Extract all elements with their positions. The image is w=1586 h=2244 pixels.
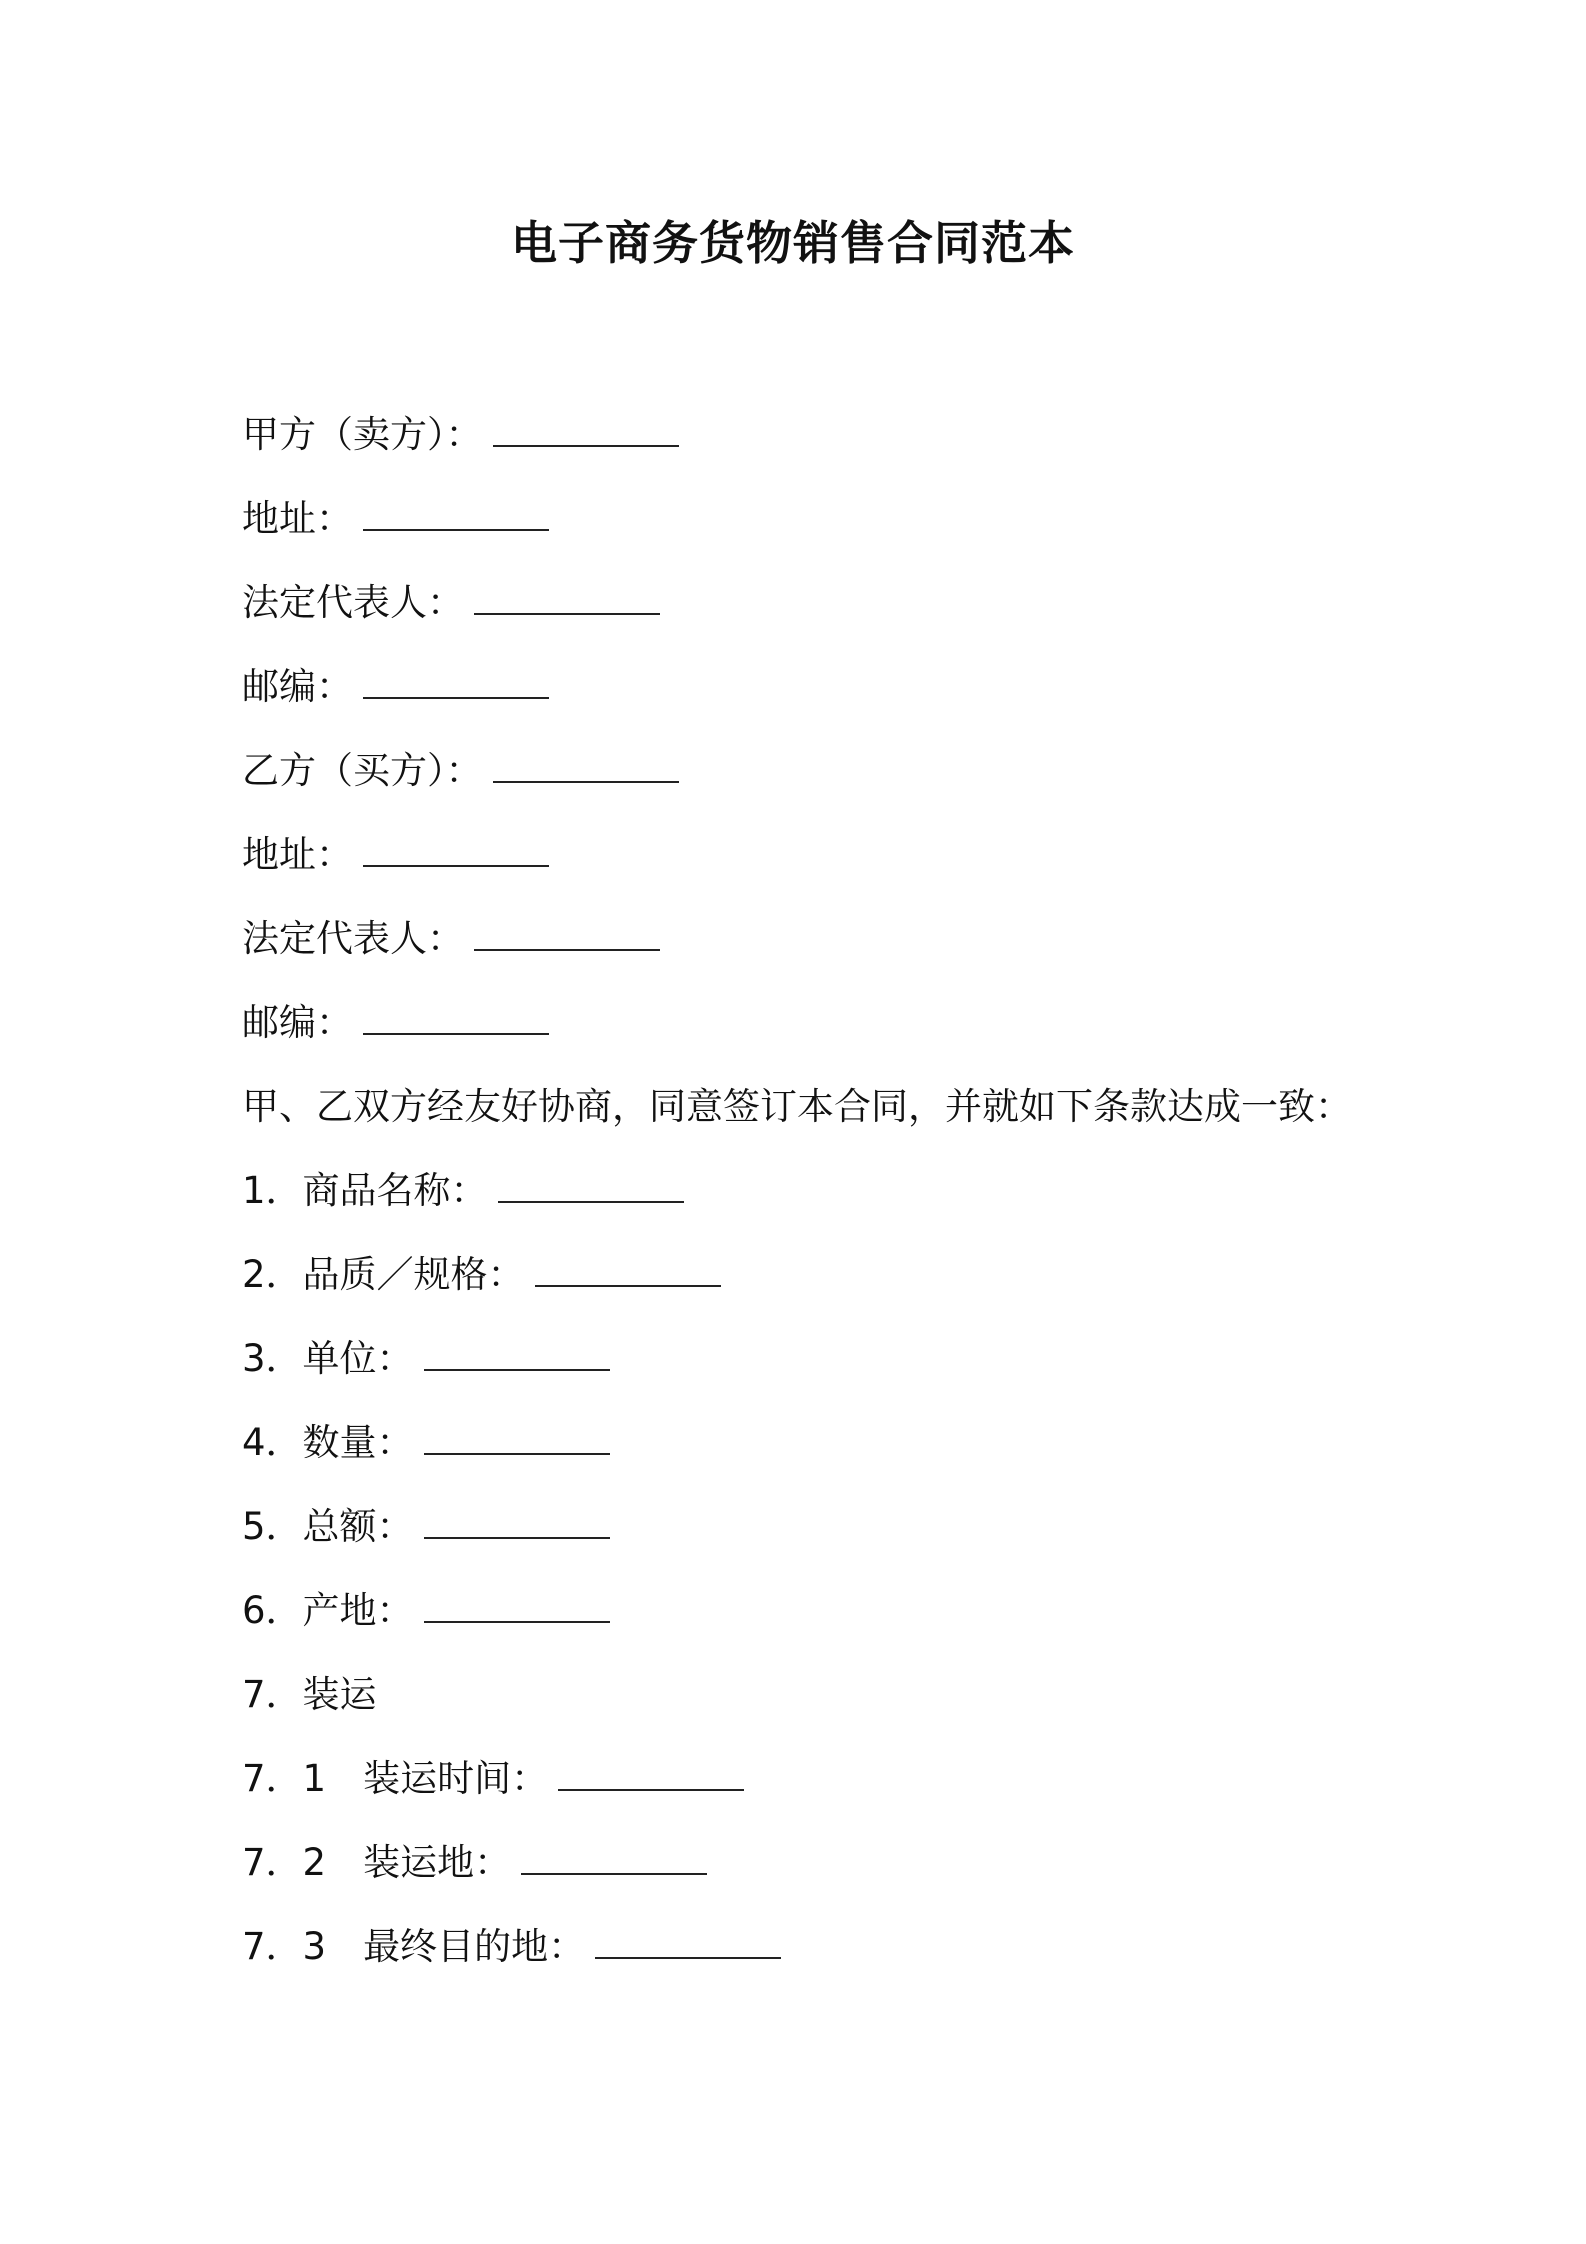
field-label: 5．总额： (242, 1505, 414, 1548)
clause-shipment (242, 1665, 1442, 1749)
field-label: 7．2 装运地： (242, 1841, 512, 1884)
field-label: 乙方（买方）： (242, 749, 483, 792)
field-label: 4．数量： (242, 1421, 414, 1464)
field-label: 地址： (242, 497, 353, 540)
blank-underline (493, 751, 679, 783)
blank-underline (493, 415, 679, 447)
field-seller-legal-rep (242, 573, 1442, 657)
field-label: 邮编： (242, 1001, 353, 1044)
clause-shipment-time (242, 1749, 1442, 1833)
clause-final-destination (242, 1917, 1442, 2001)
field-buyer-legal-rep (242, 909, 1442, 993)
blank-underline (363, 1003, 549, 1035)
agreement-statement (242, 1077, 1442, 1161)
blank-underline (363, 835, 549, 867)
field-buyer-postcode (242, 993, 1442, 1077)
field-label: 7．1 装运时间： (242, 1757, 549, 1800)
field-label: 7．3 最终目的地： (242, 1925, 586, 1968)
blank-underline (474, 583, 660, 615)
field-buyer-address (242, 825, 1442, 909)
contract-fields (242, 405, 1442, 2001)
blank-underline (498, 1171, 684, 1203)
field-label: 3．单位： (242, 1337, 414, 1380)
field-seller (242, 405, 1442, 489)
field-label: 1．商品名称： (242, 1169, 488, 1212)
section-heading: 7．装运 (242, 1673, 377, 1716)
document-title: 电子商务货物销售合同范本 (511, 216, 1075, 270)
clause-unit (242, 1329, 1442, 1413)
blank-underline (424, 1339, 610, 1371)
field-label: 2．品质／规格： (242, 1253, 525, 1296)
blank-underline (424, 1423, 610, 1455)
blank-underline (474, 919, 660, 951)
clause-quality-spec (242, 1245, 1442, 1329)
clause-product-name (242, 1161, 1442, 1245)
blank-underline (424, 1591, 610, 1623)
blank-underline (363, 667, 549, 699)
blank-underline (363, 499, 549, 531)
field-seller-postcode (242, 657, 1442, 741)
field-label: 法定代表人： (242, 917, 464, 960)
blank-underline (595, 1927, 781, 1959)
blank-underline (424, 1507, 610, 1539)
blank-underline (521, 1843, 707, 1875)
field-label: 法定代表人： (242, 581, 464, 624)
field-buyer (242, 741, 1442, 825)
blank-underline (535, 1255, 721, 1287)
field-label: 邮编： (242, 665, 353, 708)
clause-origin (242, 1581, 1442, 1665)
field-seller-address (242, 489, 1442, 573)
blank-underline (558, 1759, 744, 1791)
field-label: 地址： (242, 833, 353, 876)
clause-shipment-place (242, 1833, 1442, 1917)
clause-quantity (242, 1413, 1442, 1497)
statement-text: 甲、乙双方经友好协商，同意签订本合同，并就如下条款达成一致： (242, 1085, 1352, 1128)
field-label: 甲方（卖方）： (242, 413, 483, 456)
field-label: 6．产地： (242, 1589, 414, 1632)
clause-total (242, 1497, 1442, 1581)
